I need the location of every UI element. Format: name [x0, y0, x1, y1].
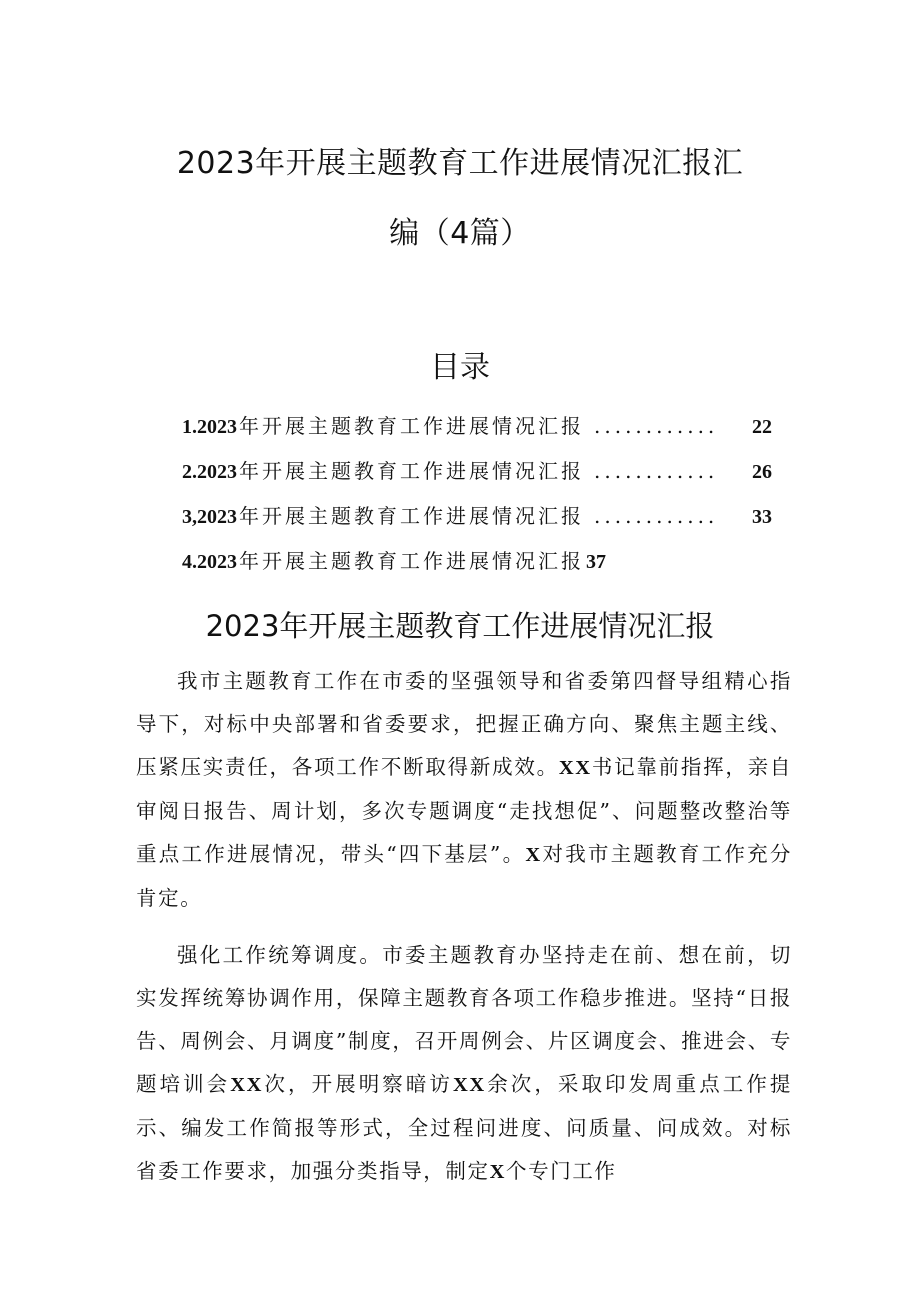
toc-item-page: 22: [752, 416, 772, 438]
paragraph-text: 我市主题教育工作在市委的坚强领导和省委第四督导组精心指导下，对标中央部署和省委要求，把握正确方向、聚焦主题主线、压紧压实责任，各项工作不断取得新成效。: [136, 669, 792, 779]
toc-item-1[interactable]: [182, 410, 772, 455]
body-text: [136, 660, 792, 1208]
section-title: 2023年开展主题教育工作进展情况汇报: [205, 609, 715, 643]
toc-heading: 目录: [430, 350, 490, 385]
toc-item-4[interactable]: [182, 545, 772, 590]
toc-item-number: 4.2023: [182, 551, 237, 573]
toc-item-number: 2.2023: [182, 461, 237, 483]
toc-item-title: 年开展主题教育工作进展情况汇报: [239, 459, 584, 483]
paragraph-text: 次，开展明察暗访: [263, 1072, 453, 1096]
toc-item-title: 年开展主题教育工作进展情况汇报: [239, 549, 584, 573]
toc-item-3[interactable]: [182, 500, 772, 545]
bold-placeholder: X: [489, 1161, 507, 1183]
bold-placeholder: X: [525, 844, 542, 866]
paragraph-text: 余次，采取印发周重点工作提示、编发工作简报等形式，全过程问进度、问质量、问成效。对标省委工作要求，加强分类指导，制定: [136, 1072, 792, 1183]
toc-item-leader: ............: [594, 414, 719, 438]
paragraph-1: [136, 660, 792, 920]
toc-item-leader: ............: [594, 459, 719, 483]
table-of-contents: [182, 410, 772, 590]
bold-placeholder: XX: [558, 757, 592, 779]
toc-item-page: 33: [752, 506, 772, 528]
paragraph-2: [136, 934, 792, 1194]
paragraph-text: 书记靠前指挥，亲自审阅日报告、周计划，多次专题调度“走找想促”、问题整改整治等重点工作进展情况，带头“四下基层”。: [136, 755, 792, 866]
paragraph-text: 强化工作统筹调度。市委主题教育办坚持走在前、想在前，切实发挥统筹协调作用，保障主题教育各项工作稳步推进。坚持“日报告、周例会、月调度”制度，召开周例会、片区调度会、推进会、专题培训会: [136, 943, 792, 1096]
toc-item-title: 年开展主题教育工作进展情况汇报: [239, 414, 584, 438]
toc-item-number: 3,2023: [182, 506, 237, 528]
bold-placeholder: XX: [452, 1074, 486, 1096]
toc-item-leader: ............: [594, 504, 719, 528]
document-title-line-1: 2023年开展主题教育工作进展情况汇报汇: [176, 146, 744, 181]
toc-item-2[interactable]: [182, 455, 772, 500]
toc-item-title: 年开展主题教育工作进展情况汇报: [239, 504, 584, 528]
paragraph-text: 个专门工作: [506, 1159, 617, 1183]
document-title-line-2: 编（4篇）: [389, 216, 531, 251]
bold-placeholder: XX: [230, 1074, 264, 1096]
toc-item-page: 26: [752, 461, 772, 483]
toc-item-page: 37: [586, 551, 606, 573]
paragraph-text: 对我市主题教育工作充分肯定。: [136, 842, 792, 910]
toc-item-number: 1.2023: [182, 416, 237, 438]
